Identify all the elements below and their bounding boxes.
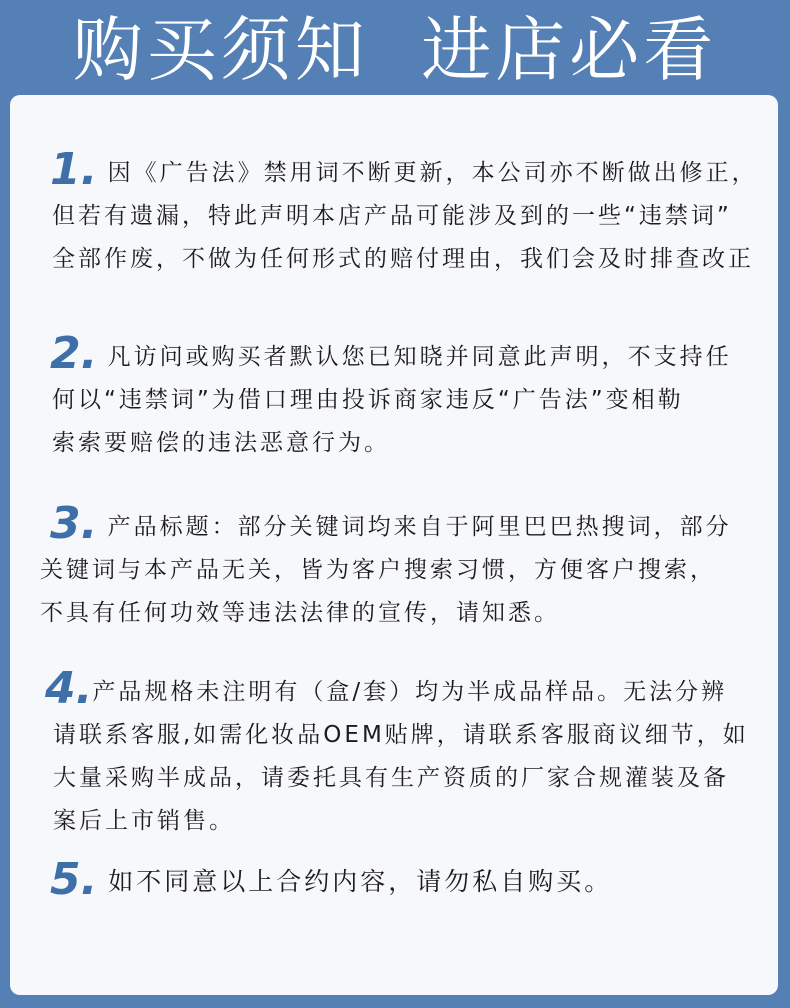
notice-line: 大量采购半成品，请委托具有生产资质的厂家合规灌装及备 (53, 765, 729, 791)
notice-line: 1. 因《广告法》禁用词不断更新，本公司亦不断做出修正， (50, 144, 758, 195)
notice-item-2 (50, 328, 750, 465)
notice-line: 2. 凡访问或购买者默认您已知晓并同意此声明，不支持任 (50, 328, 732, 379)
notice-line: 全部作废，不做为任何形式的赔付理由，我们会及时排查改正 (52, 246, 754, 272)
notice-line: 索索要赔偿的违法恶意行为。 (52, 430, 390, 456)
notice-line: 5. 如不同意以上合约内容，请勿私自购买。 (50, 854, 613, 905)
notice-line: 请联系客服,如需化妆品OEM贴牌，请联系客服商议细节，如 (53, 722, 749, 748)
notice-line: 案后上市销售。 (53, 808, 235, 834)
notice-item-1 (50, 144, 758, 281)
item-number: 3. (50, 498, 98, 549)
notice-item-3 (40, 498, 750, 635)
notice-item-4 (45, 663, 749, 843)
item-number: 5. (50, 854, 98, 905)
notice-line: 4.产品规格未注明有（盒/套）均为半成品样品。无法分辨 (45, 663, 728, 714)
item-number: 1. (50, 144, 98, 195)
page-title: 购买须知 进店必看 (72, 9, 718, 91)
notice-line: 何以“违禁词”为借口理由投诉商家违反“广告法”变相勒 (52, 387, 684, 413)
item-number: 2. (50, 328, 98, 379)
notice-line: 不具有任何功效等违法法律的宣传，请知悉。 (40, 600, 560, 626)
notice-line: 关键词与本产品无关，皆为客户搜索习惯，方便客户搜索， (40, 557, 716, 583)
notice-item-5 (50, 854, 750, 905)
item-number: 4. (45, 663, 93, 714)
notice-line: 3. 产品标题：部分关键词均来自于阿里巴巴热搜词，部分 (50, 498, 732, 549)
notice-line: 但若有遗漏，特此声明本店产品可能涉及到的一些“违禁词” (52, 203, 732, 229)
